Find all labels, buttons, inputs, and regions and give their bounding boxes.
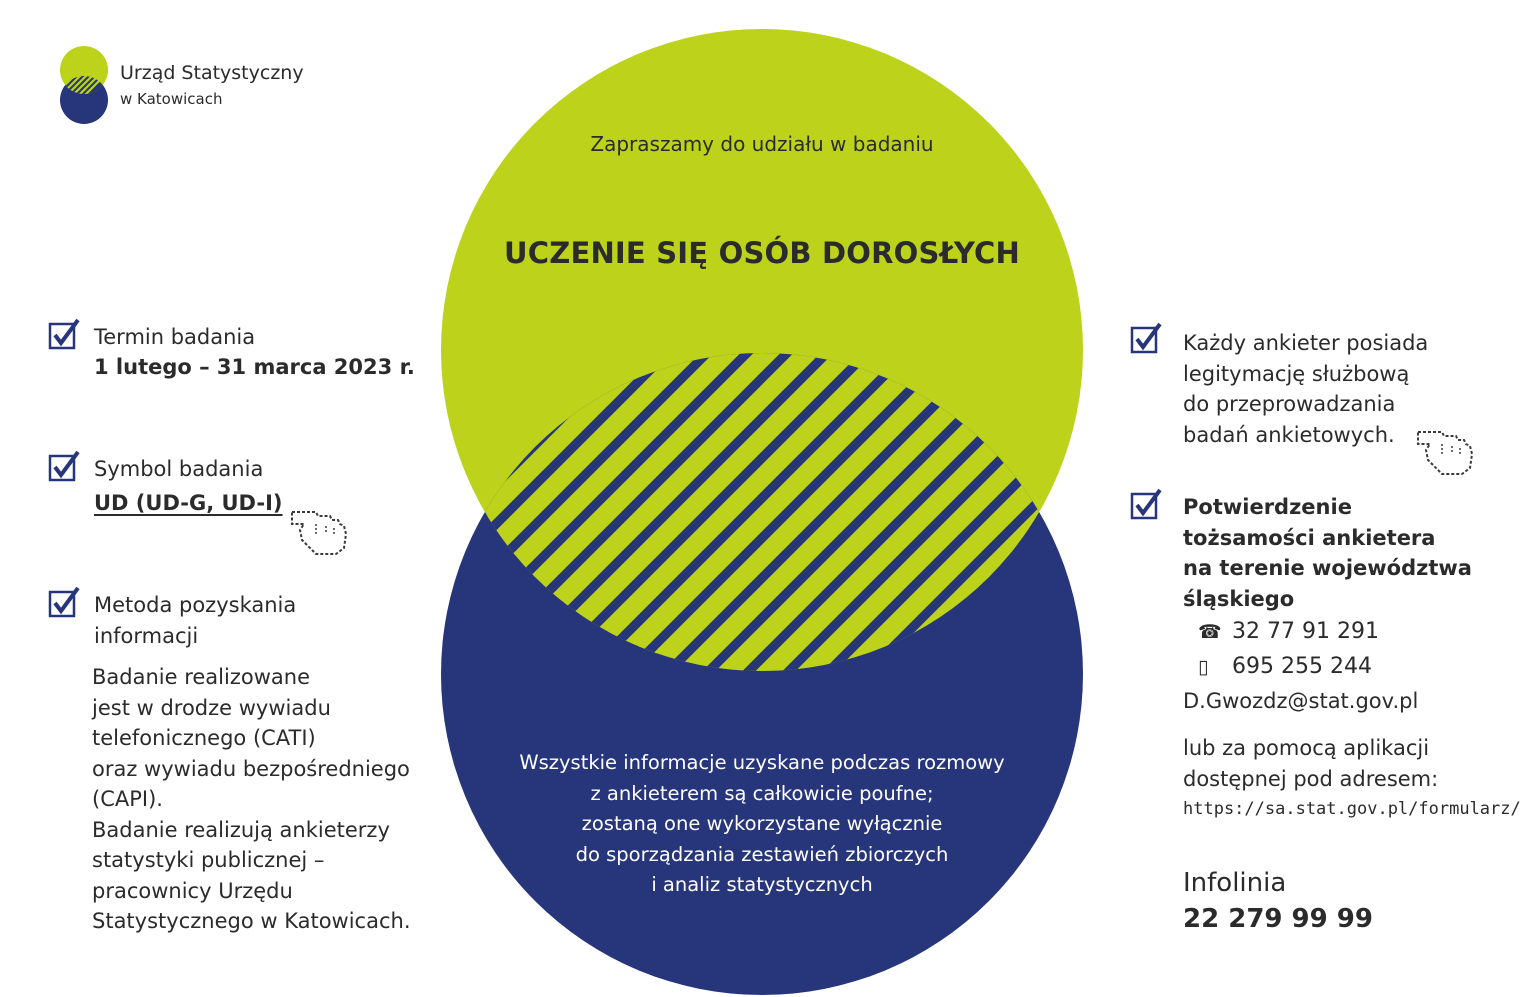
method-line: Statystycznego w Katowicach.: [92, 909, 411, 933]
method-line: telefonicznego (CATI): [92, 726, 316, 750]
intersection-stripe: [0, 340, 100, 700]
app-info-line: dostępnej pod adresem:: [1183, 766, 1439, 791]
intersection-stripe: [0, 340, 20, 700]
confidentiality-line: zostaną one wykorzystane wyłącznie: [581, 812, 943, 835]
method-description: [92, 662, 411, 937]
method-line: oraz wywiadu bezpośredniego: [92, 756, 410, 781]
method-line: jest w drodze wywiadu: [92, 695, 331, 720]
method-line: (CAPI).: [92, 787, 163, 811]
confidentiality-line: z ankieterem są całkowicie poufne;: [590, 781, 934, 805]
term-label: Termin badania: [94, 325, 256, 349]
app-info: [1183, 733, 1438, 794]
method-label-line: informacji: [94, 623, 199, 648]
method-label-line: Metoda pozyskania: [94, 593, 297, 617]
id-card-line: legitymację służbową: [1183, 361, 1410, 386]
checkbox-checked-icon: [48, 450, 80, 482]
confidentiality-line: Wszystkie informacje uzyskane podczas rozmowy: [519, 751, 1005, 774]
confirmation-line: tożsamości ankietera: [1183, 525, 1436, 550]
id-card-line: Każdy ankieter posiada: [1183, 331, 1429, 355]
method-line: Badanie realizują ankieterzy: [92, 817, 390, 842]
app-url-link[interactable]: https://sa.stat.gov.pl/formularz/: [1183, 799, 1521, 819]
method-line: statystyki publicznej –: [92, 848, 325, 872]
logo: [58, 46, 338, 126]
term-value: 1 lutego – 31 marca 2023 r.: [94, 355, 415, 379]
id-card-info: [1183, 328, 1428, 450]
confirmation-heading: [1183, 492, 1472, 614]
infoline-number[interactable]: 22 279 99 99: [1183, 904, 1373, 934]
id-card-line: badań ankietowych.: [1183, 422, 1395, 447]
confirmation-line: na terenie województwa: [1183, 556, 1472, 580]
logo-name: Urząd Statystyczny: [120, 62, 304, 84]
pointing-hand-icon: [1416, 420, 1476, 476]
mobile-phone-icon: ▯: [1198, 656, 1209, 678]
telephone-icon: ☎: [1198, 621, 1222, 643]
confirmation-line: śląskiego: [1183, 586, 1295, 611]
pointing-hand-icon: [290, 500, 350, 556]
phone-row: [1198, 614, 1379, 650]
method-line: Badanie realizowane: [92, 665, 310, 689]
logo-city: w Katowicach: [120, 90, 223, 108]
symbol-value: UD (UD-G, UD-I): [94, 491, 283, 515]
method-line: pracownicy Urzędu: [92, 878, 293, 903]
checkbox-checked-icon: [1130, 488, 1162, 520]
intersection-stripe: [1500, 340, 1526, 700]
survey-title: UCZENIE SIĘ OSÓB DOROSŁYCH: [503, 236, 1021, 270]
email-link[interactable]: D.Gwozdz@stat.gov.pl: [1183, 689, 1419, 713]
id-card-line: do przeprowadzania: [1183, 392, 1396, 416]
infoline-label: Infolinia: [1183, 868, 1287, 898]
confirmation-line: Potwierdzenie: [1183, 495, 1352, 519]
confidentiality-line: do sporządzania zestawień zbiorczych: [575, 842, 949, 866]
logo-circles-icon: [58, 46, 114, 126]
app-info-line: lub za pomocą aplikacji: [1183, 736, 1430, 760]
method-label: [94, 590, 296, 651]
invitation-text: Zapraszamy do udziału w badaniu: [590, 132, 934, 156]
checkbox-checked-icon: [48, 318, 80, 350]
intersection-stripe: [0, 340, 60, 700]
confidentiality-line: i analiz statystycznych: [651, 873, 873, 896]
checkbox-checked-icon: [1130, 322, 1162, 354]
confidentiality-note: [462, 748, 1062, 901]
checkbox-checked-icon: [48, 586, 80, 618]
symbol-label: Symbol badania: [94, 457, 264, 481]
mobile-row: [1198, 649, 1372, 685]
mobile-number[interactable]: 695 255 244: [1232, 654, 1372, 679]
phone-number[interactable]: 32 77 91 291: [1232, 619, 1379, 644]
